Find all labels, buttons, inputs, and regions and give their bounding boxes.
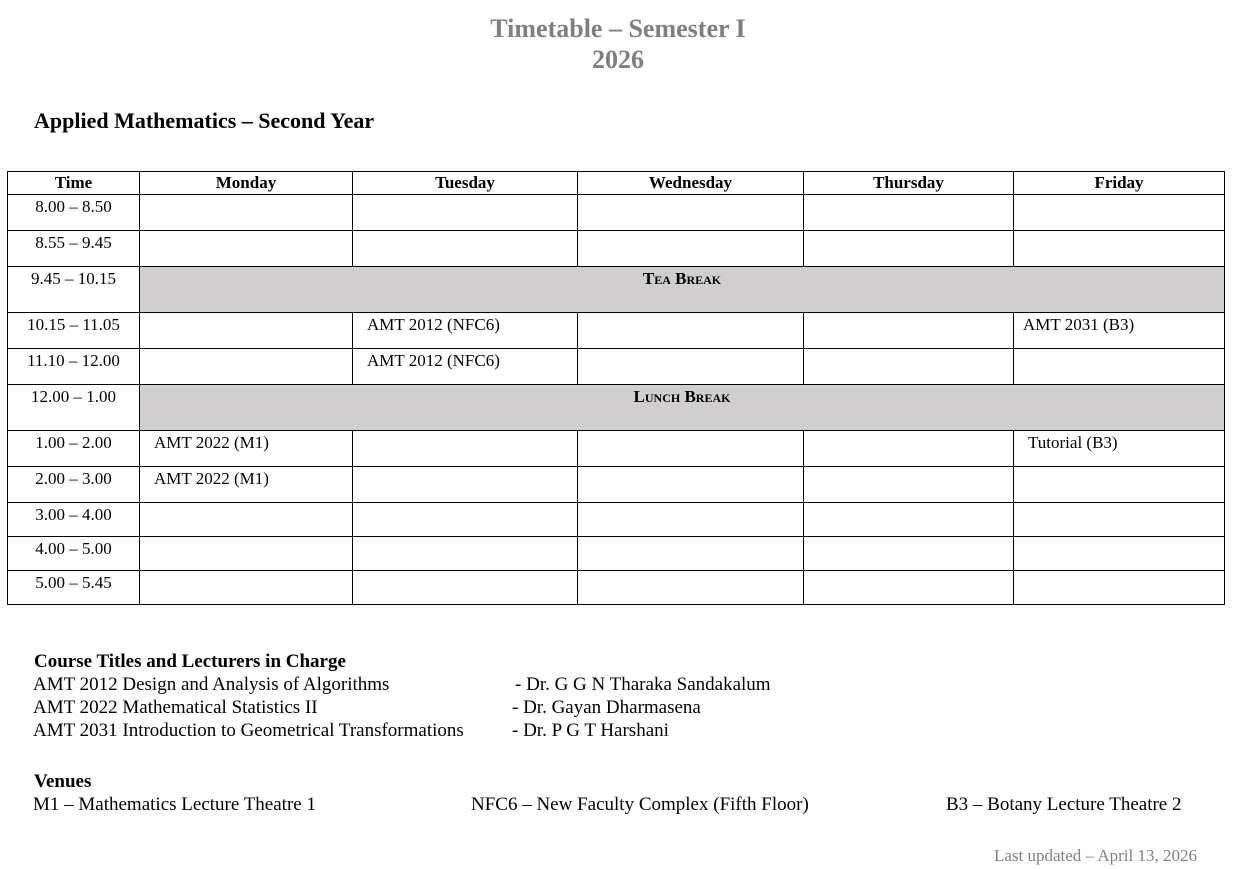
timetable-header-row (8, 172, 1225, 195)
slot-friday (1014, 537, 1225, 571)
table-row-break (8, 385, 1225, 431)
slot-thursday (804, 571, 1014, 605)
slot-tuesday (353, 195, 578, 231)
slot-friday (1014, 231, 1225, 267)
table-row (8, 503, 1225, 537)
slot-friday (1014, 571, 1225, 605)
slot-thursday (804, 313, 1014, 349)
header-thursday: Thursday (804, 172, 1014, 195)
slot-monday (140, 313, 353, 349)
slot-wednesday (578, 349, 804, 385)
time-slot: 5.00 – 5.45 (8, 571, 140, 605)
slot-tuesday: AMT 2012 (NFC6) (353, 349, 578, 385)
header-time: Time (8, 172, 140, 195)
time-slot: 11.10 – 12.00 (8, 349, 140, 385)
slot-tuesday (353, 571, 578, 605)
slot-friday: AMT 2031 (B3) (1014, 313, 1225, 349)
header-friday: Friday (1014, 172, 1225, 195)
venues-heading: Venues (34, 771, 92, 792)
slot-monday (140, 349, 353, 385)
last-updated: Last updated – April 13, 2026 (993, 846, 1197, 865)
slot-wednesday (578, 537, 804, 571)
slot-friday (1014, 195, 1225, 231)
timetable (7, 171, 1225, 605)
slot-tuesday (353, 503, 578, 537)
slot-monday: AMT 2022 (M1) (140, 431, 353, 467)
time-slot: 2.00 – 3.00 (8, 467, 140, 503)
course-title: AMT 2012 Design and Analysis of Algorithms (33, 674, 390, 695)
course-title: AMT 2031 Introduction to Geometrical Transformations (33, 720, 464, 741)
time-slot: 8.55 – 9.45 (8, 231, 140, 267)
course-title: AMT 2022 Mathematical Statistics II (33, 697, 318, 718)
venue-item: B3 – Botany Lecture Theatre 2 (946, 794, 1182, 815)
time-slot: 3.00 – 4.00 (8, 503, 140, 537)
venue-item: M1 – Mathematics Lecture Theatre 1 (33, 794, 316, 815)
table-row (8, 231, 1225, 267)
page-title: Timetable – Semester I (490, 14, 746, 43)
table-row (8, 195, 1225, 231)
page-title-year: 2026 (592, 45, 644, 74)
courses-heading: Course Titles and Lecturers in Charge (34, 651, 346, 672)
time-slot: 12.00 – 1.00 (8, 385, 140, 431)
slot-thursday (804, 467, 1014, 503)
slot-wednesday (578, 571, 804, 605)
table-row (8, 313, 1225, 349)
time-slot: 4.00 – 5.00 (8, 537, 140, 571)
slot-tuesday (353, 231, 578, 267)
slot-friday (1014, 349, 1225, 385)
slot-thursday (804, 431, 1014, 467)
slot-tuesday (353, 537, 578, 571)
course-lecturer: - Dr. Gayan Dharmasena (512, 697, 701, 718)
time-slot: 9.45 – 10.15 (8, 267, 140, 313)
time-slot: 10.15 – 11.05 (8, 313, 140, 349)
program-subtitle: Applied Mathematics – Second Year (34, 108, 375, 133)
slot-thursday (804, 349, 1014, 385)
slot-friday: Tutorial (B3) (1014, 431, 1225, 467)
slot-wednesday (578, 231, 804, 267)
slot-tuesday (353, 467, 578, 503)
header-tuesday: Tuesday (353, 172, 578, 195)
time-slot: 1.00 – 2.00 (8, 431, 140, 467)
table-row (8, 431, 1225, 467)
header-monday: Monday (140, 172, 353, 195)
slot-thursday (804, 195, 1014, 231)
venue-item: NFC6 – New Faculty Complex (Fifth Floor) (471, 794, 809, 815)
slot-friday (1014, 503, 1225, 537)
tea-break-banner: Tea Break (140, 267, 1225, 313)
table-row-break (8, 267, 1225, 313)
slot-monday (140, 503, 353, 537)
slot-wednesday (578, 431, 804, 467)
course-lecturer: - Dr. P G T Harshani (512, 720, 669, 741)
slot-wednesday (578, 503, 804, 537)
table-row (8, 467, 1225, 503)
slot-tuesday (353, 431, 578, 467)
slot-monday (140, 571, 353, 605)
slot-thursday (804, 503, 1014, 537)
slot-thursday (804, 537, 1014, 571)
table-row (8, 537, 1225, 571)
slot-wednesday (578, 467, 804, 503)
lunch-break-banner: Lunch Break (140, 385, 1225, 431)
course-lecturer: - Dr. G G N Tharaka Sandakalum (515, 674, 771, 695)
slot-monday (140, 537, 353, 571)
header-wednesday: Wednesday (578, 172, 804, 195)
slot-monday (140, 231, 353, 267)
slot-friday (1014, 467, 1225, 503)
slot-monday: AMT 2022 (M1) (140, 467, 353, 503)
time-slot: 8.00 – 8.50 (8, 195, 140, 231)
slot-wednesday (578, 313, 804, 349)
slot-monday (140, 195, 353, 231)
slot-thursday (804, 231, 1014, 267)
table-row (8, 349, 1225, 385)
slot-tuesday: AMT 2012 (NFC6) (353, 313, 578, 349)
slot-wednesday (578, 195, 804, 231)
table-row (8, 571, 1225, 605)
